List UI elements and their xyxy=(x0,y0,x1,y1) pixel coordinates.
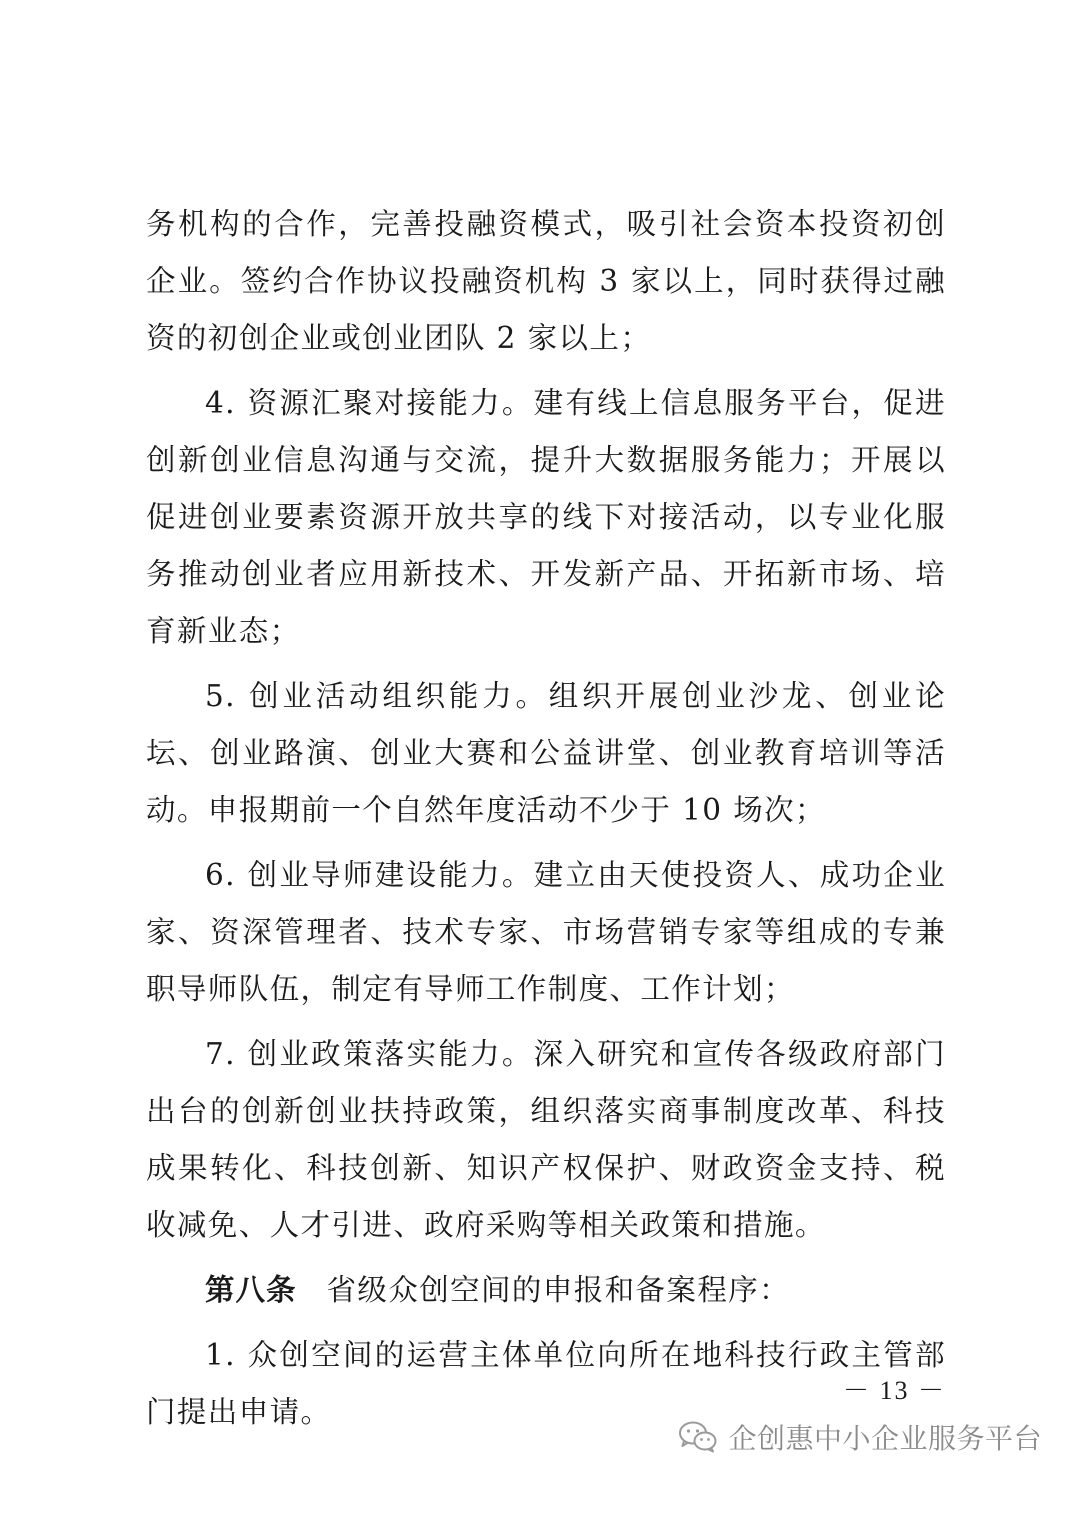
article-number: 第八条 xyxy=(205,1273,297,1307)
paragraph-continuation: 务机构的合作，完善投融资模式，吸引社会资本投资初创企业。签约合作协议投融资机构 3 家以上，同时获得过融资的初创企业或创业团队 2 家以上； xyxy=(146,207,946,355)
watermark xyxy=(678,1417,1042,1457)
paragraph-step-1: 1. 众创空间的运营主体单位向所在地科技行政主管部门提出申请。 xyxy=(146,1338,946,1429)
paragraph-item-5: 5. 创业活动组织能力。组织开展创业沙龙、创业论坛、创业路演、创业大赛和公益讲堂、创业教育培训等活动。申报期前一个自然年度活动不少于 10 场次； xyxy=(146,679,946,827)
paragraph-item-4: 4. 资源汇聚对接能力。建有线上信息服务平台，促进创新创业信息沟通与交流，提升大数据服务能力；开展以促进创业要素资源开放共享的线下对接活动，以专业化服务推动创业者应用新技术、开发新产品、开拓新市场、培育新业态； xyxy=(146,386,946,648)
article-title: 省级众创空间的申报和备案程序： xyxy=(326,1273,791,1307)
document-body xyxy=(146,196,946,1449)
paragraph-item-6: 6. 创业导师建设能力。建立由天使投资人、成功企业家、资深管理者、技术专家、市场营销专家等组成的专兼职导师队伍，制定有导师工作制度、工作计划； xyxy=(146,858,946,1006)
paragraph-item-7: 7. 创业政策落实能力。深入研究和宣传各级政府部门出台的创新创业扶持政策，组织落实商事制度改革、科技成果转化、科技创新、知识产权保护、财政资金支持、税收减免、人才引进、政府采购等相关政策和措施。 xyxy=(146,1037,946,1242)
wechat-icon xyxy=(678,1420,718,1454)
watermark-text: 企创惠中小企业服务平台 xyxy=(728,1422,1042,1455)
article-heading xyxy=(146,1262,946,1319)
page-number: － 13 － xyxy=(842,1376,946,1405)
